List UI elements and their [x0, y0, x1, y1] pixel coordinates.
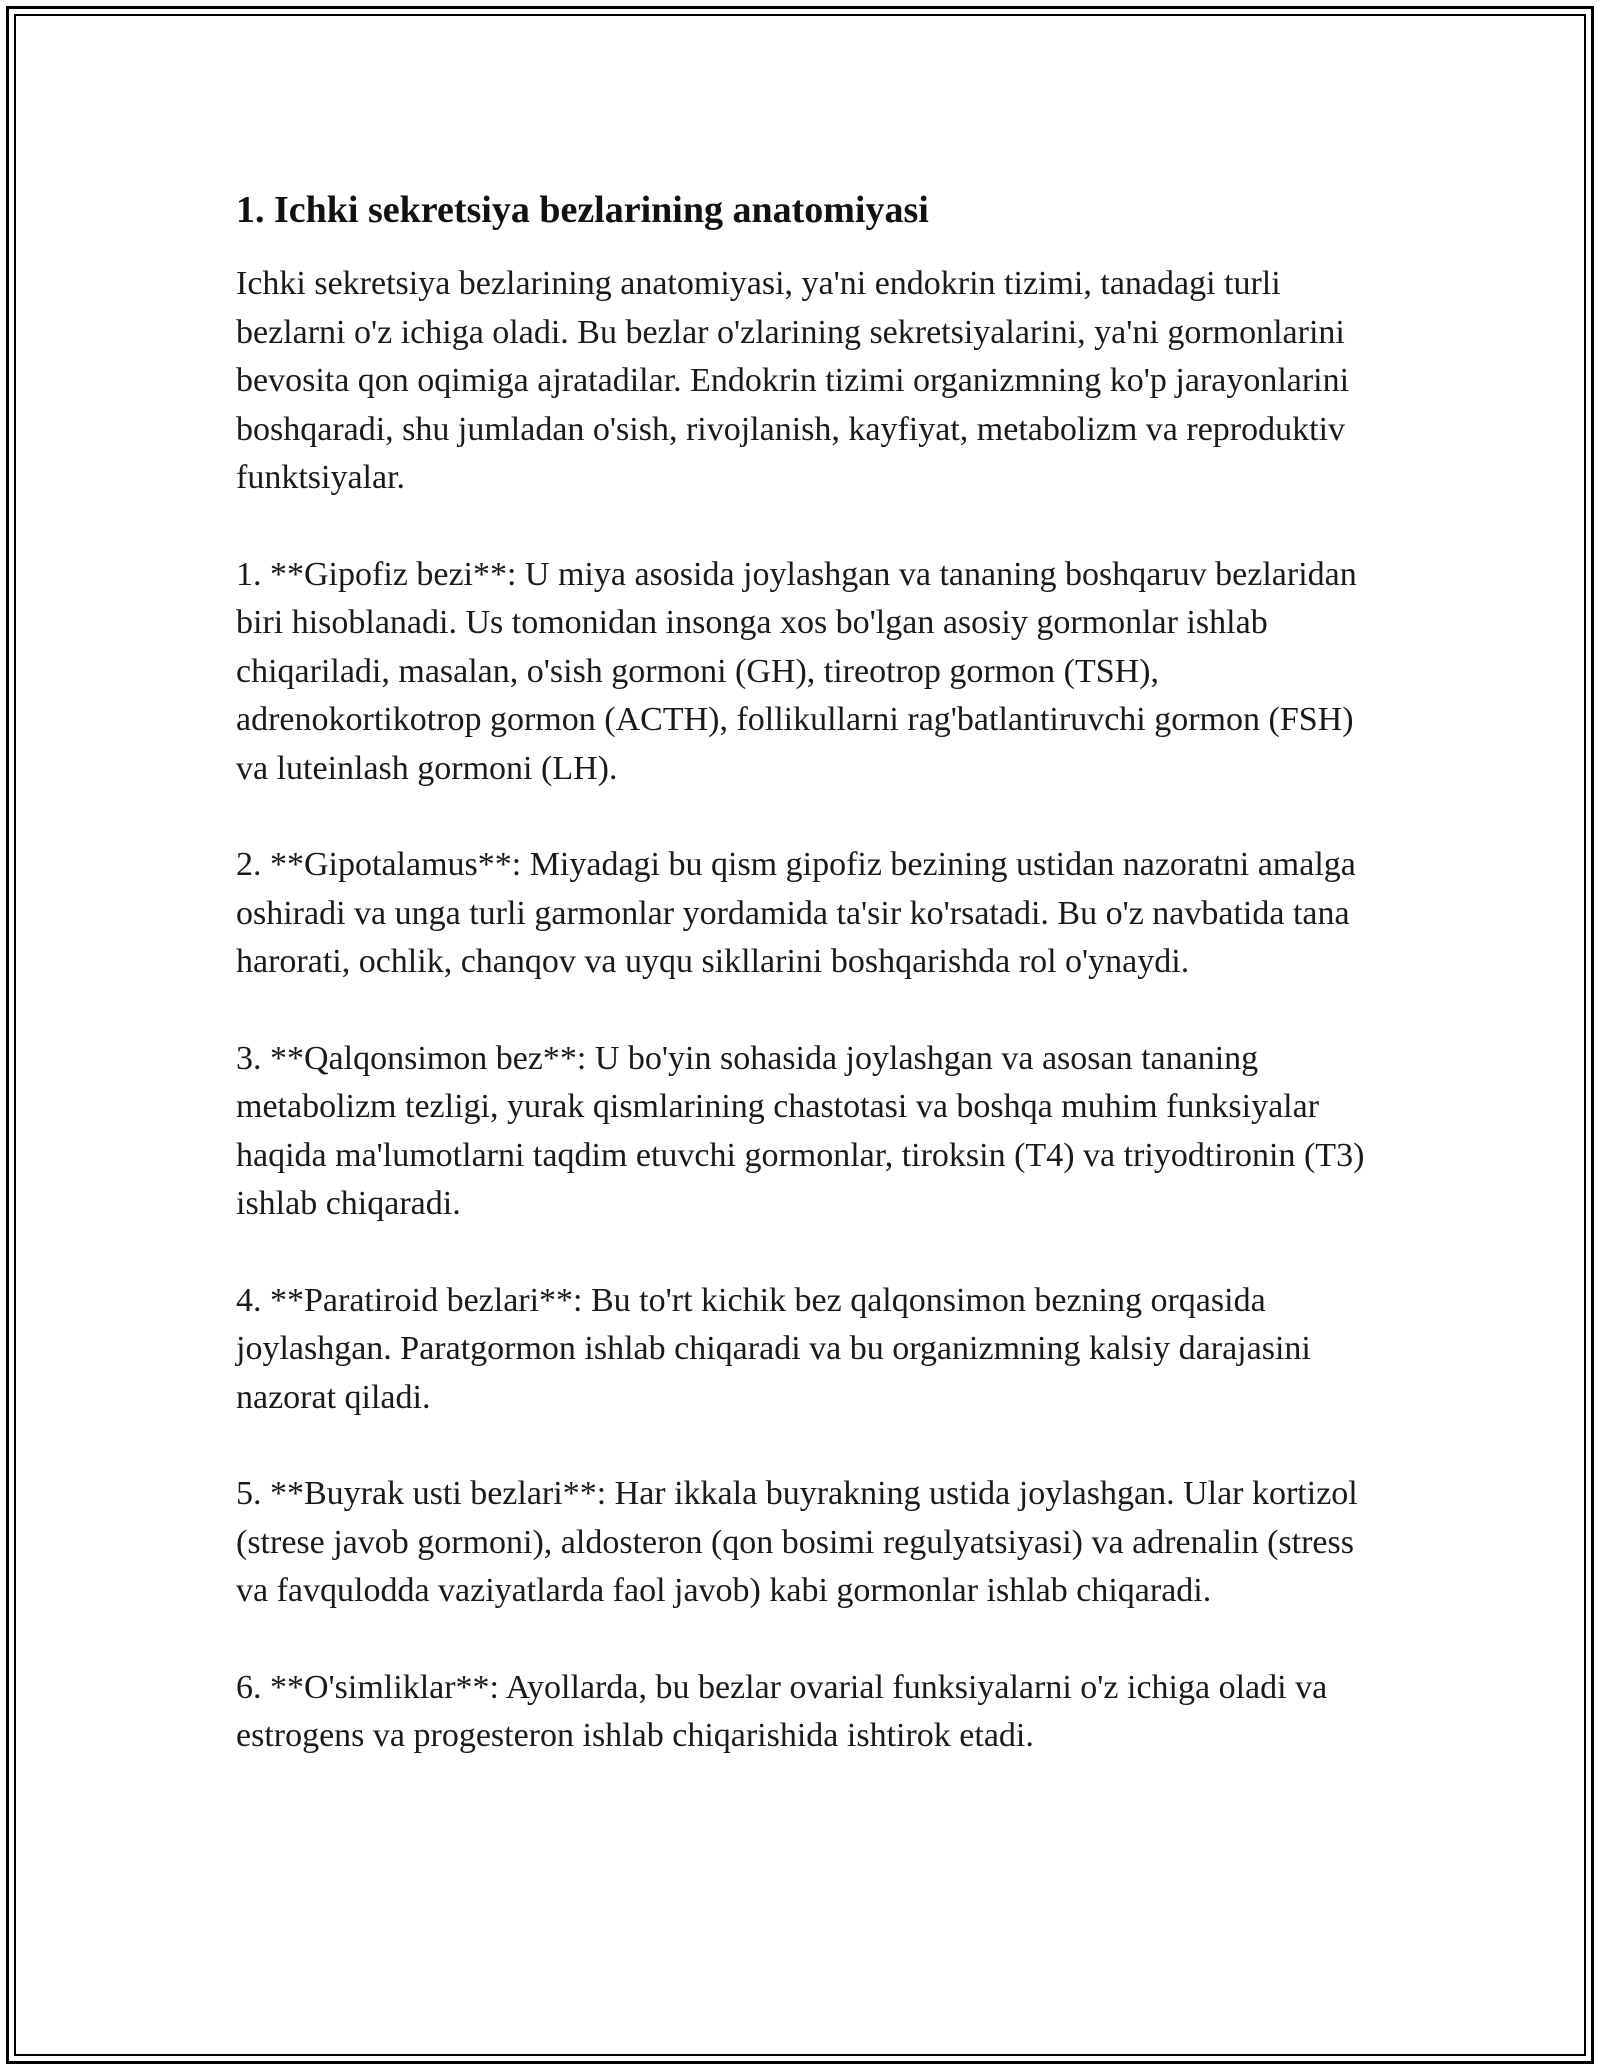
list-item-buyrak-usti: 5. **Buyrak usti bezlari**: Har ikkala buyrakning ustida joylashgan. Ular kortizol (strese javob gormoni), aldosteron (qon bosimi regulyatsiyasi) va adrenalin (stress va favqulodda vaziyatlarda faol javob) kabi gormonlar ishlab chiqaradi.: [236, 1475, 1358, 1609]
list-item-osimliklar: 6. **O'simliklar**: Ayollarda, bu bezlar ovarial funksiyalarni o'z ichiga oladi va estrogens va progesteron ishlab chiqarishida ishtirok etadi.: [236, 1668, 1328, 1754]
document-title: 1. Ichki sekretsiya bezlarining anatomiyasi: [236, 189, 929, 231]
list-item-gipofiz: 1. **Gipofiz bezi**: U miya asosida joylashgan va tananing boshqaruv bezlaridan biri hisoblanadi. Us tomonidan insonga xos bo'lgan asosiy gormonlar ishlab chiqariladi, masalan, o'sish gormoni (GH), tireotrop gormon (TSH), adrenokortikotrop gormon (ACTH), follikullarni rag'batlantiruvchi gormon (FSH) va luteinlash gormoni (LH).: [236, 555, 1357, 787]
list-item-paratiroid: 4. **Paratiroid bezlari**: Bu to'rt kichik bez qalqonsimon bezning orqasida joylashgan. Paratgormon ishlab chiqaradi va bu organizmning kalsiy darajasini nazorat qiladi.: [236, 1281, 1311, 1416]
intro-paragraph: Ichki sekretsiya bezlarining anatomiyasi, ya'ni endokrin tizimi, tanadagi turli bezlarni o'z ichiga oladi. Bu bezlar o'zlarining sekretsiyalarini, ya'ni gormonlarini bevosita qon oqimiga ajratadilar. Endokrin tizimi organizmning ko'p jarayonlarini boshqaradi, shu jumladan o'sish, rivojlanish, kayfiyat, metabolizm va reproduktiv funktsiyalar.: [236, 265, 1350, 496]
list-item-qalqonsimon: 3. **Qalqonsimon bez**: U bo'yin sohasida joylashgan va asosan tananing metabolizm tezligi, yurak qismlarining chastotasi va boshqa muhim funksiyalar haqida ma'lumotlarni taqdim etuvchi gormonlar, tiroksin (T4) va triyodtironin (T3) ishlab chiqaradi.: [236, 1039, 1365, 1222]
list-item-gipotalamus: 2. **Gipotalamus**: Miyadagi bu qism gipofiz bezining ustidan nazoratni amalga oshiradi va unga turli garmonlar yordamida ta'sir ko'rsatadi. Bu o'z navbatida tana harorati, ochlik, chanqov va uyqu sikllarini boshqarishda rol o'ynaydi.: [236, 846, 1356, 980]
document-body: [236, 186, 1376, 1809]
